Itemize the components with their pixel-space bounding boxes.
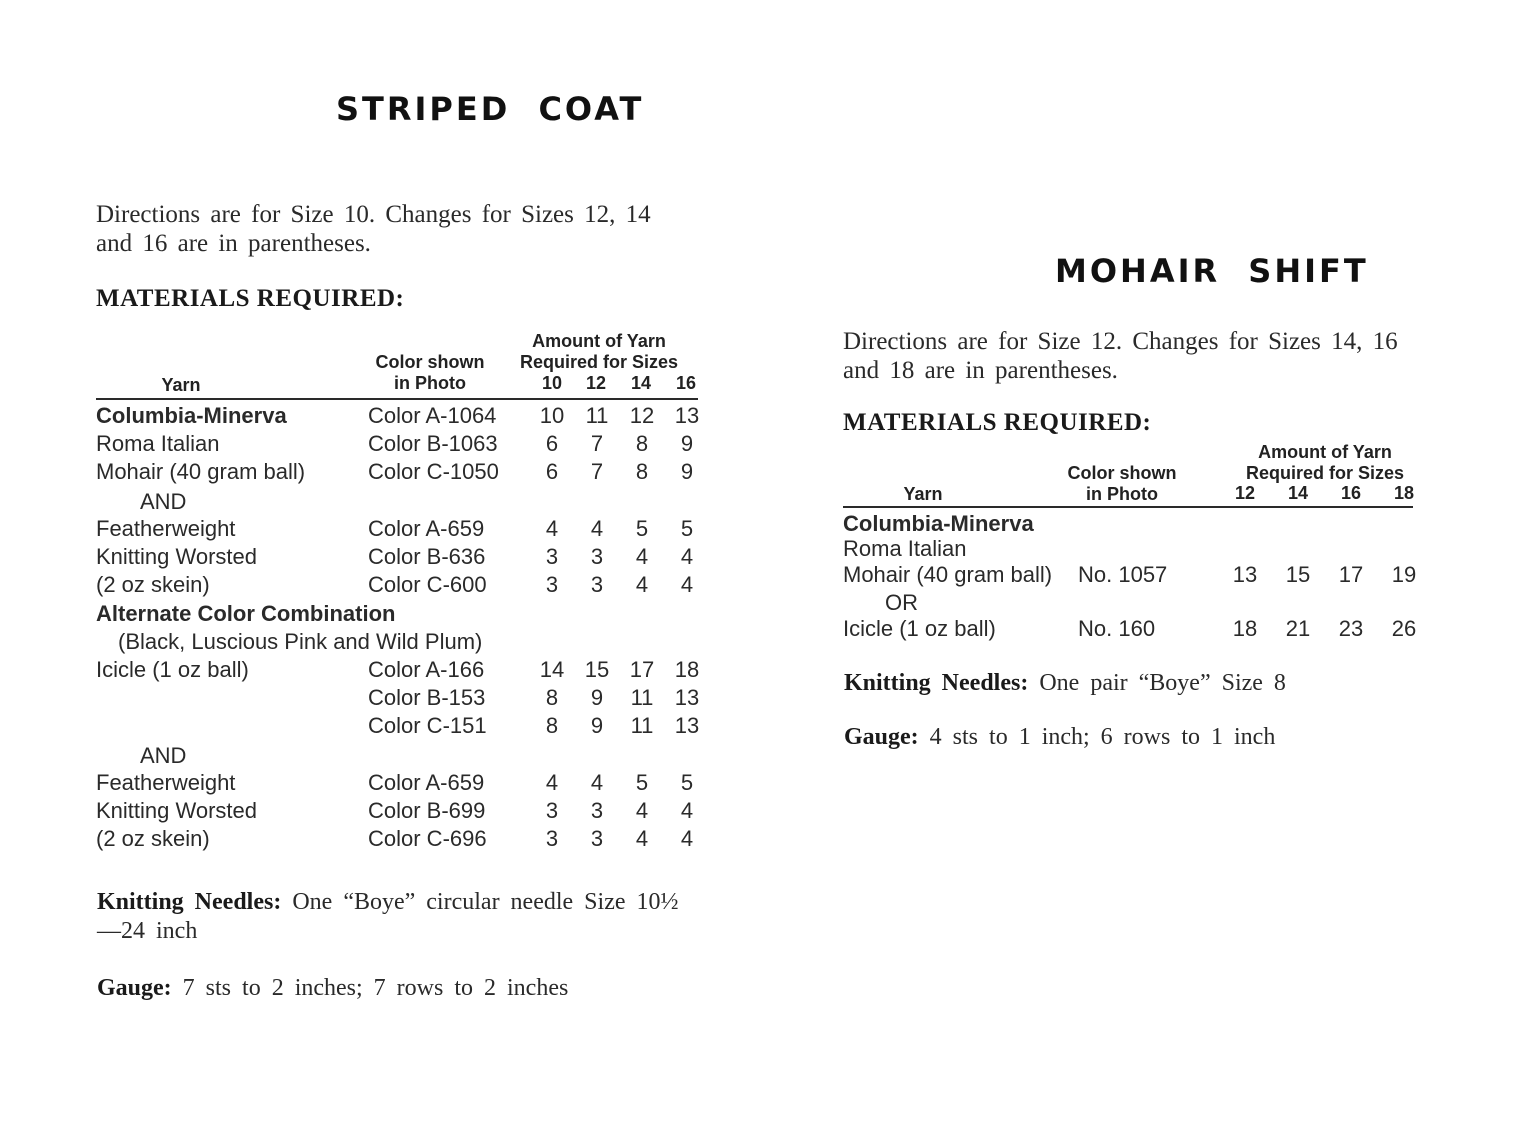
amount-header-line1: Amount of Yarn [532,331,666,351]
amount-cell: 26 [1391,616,1417,641]
gauge [844,723,1444,752]
amount-cell: 4 [680,798,694,823]
amount-cell: 18 [1232,616,1258,641]
yarn-cell: Mohair (40 gram ball) [96,459,306,484]
amount-cell: 4 [545,516,559,541]
yarn-cell: Mohair (40 gram ball) [843,562,1053,587]
yarn-cell: Knitting Worsted [96,544,258,569]
amount-cell: 11 [630,713,654,738]
amount-cell: 3 [590,544,604,569]
amount-cell: 13 [674,713,700,738]
gauge [97,974,697,1003]
amount-cell: 3 [590,572,604,597]
amount-cell: 6 [545,459,559,484]
amount-cell: 3 [545,798,559,823]
amount-cell: 6 [545,431,559,456]
amount-cell: 8 [545,685,559,710]
yarn-cell: AND [140,743,187,768]
amount-cell: 4 [680,826,694,851]
color-cell: Color C-1050 [368,459,499,484]
amount-header-line1: Amount of Yarn [1258,442,1392,462]
yarn-cell: (Black, Luscious Pink and Wild Plum) [118,629,483,654]
color-cell: Color B-1063 [368,431,498,456]
yarn-cell: (2 oz skein) [96,826,210,851]
amount-cell: 14 [539,657,565,682]
size-header: 16 [1340,483,1362,503]
size-header: 16 [675,373,697,393]
yarn-cell: Icicle (1 oz ball) [843,616,996,641]
materials-heading: MATERIALS REQUIRED: [96,285,405,312]
knitting-needles [97,888,697,946]
amount-cell: 5 [680,770,694,795]
amount-cell: 4 [635,544,649,569]
amount-cell: 13 [674,685,700,710]
yarn-cell: Featherweight [96,770,236,795]
needles-text: One “Boye” circular needle Size 10½—24 inch [97,889,679,944]
color-cell: Color B-636 [368,544,486,569]
size-header: 14 [1287,483,1309,503]
yarn-cell: OR [885,590,918,615]
page-title: MOHAIR SHIFT [1055,252,1369,290]
amount-cell: 17 [629,657,655,682]
needles-label: Knitting Needles: [844,670,1029,696]
amount-cell: 4 [680,544,694,569]
amount-column-header [516,331,682,373]
size-header: 18 [1393,483,1415,503]
amount-cell: 5 [635,770,649,795]
yarn-cell: Alternate Color Combination [96,601,396,626]
color-header-line1: Color shown [375,352,485,372]
color-cell: Color A-1064 [368,403,497,428]
amount-cell: 9 [590,713,604,738]
gauge-text: 4 sts to 1 inch; 6 rows to 1 inch [929,724,1276,750]
knitting-needles [844,669,1444,698]
yarn-cell: Columbia-Minerva [96,403,287,428]
color-cell: Color A-166 [368,657,485,682]
size-header: 10 [541,373,563,393]
materials-heading: MATERIALS REQUIRED: [843,409,1152,436]
amount-header-line2: Required for Sizes [1245,463,1405,483]
color-cell: Color A-659 [368,516,485,541]
amount-cell: 4 [680,572,694,597]
amount-cell: 3 [590,798,604,823]
amount-cell: 4 [635,572,649,597]
yarn-cell: (2 oz skein) [96,572,210,597]
amount-cell: 18 [674,657,700,682]
amount-cell: 4 [635,798,649,823]
color-cell: Color B-699 [368,798,486,823]
amount-cell: 8 [635,431,649,456]
amount-cell: 4 [590,516,604,541]
amount-cell: 15 [584,657,610,682]
amount-column-header [1240,442,1410,484]
amount-cell: 4 [545,770,559,795]
gauge-text: 7 sts to 2 inches; 7 rows to 2 inches [182,975,569,1001]
amount-cell: 5 [635,516,649,541]
size-header: 14 [630,373,652,393]
amount-cell: 9 [680,431,694,456]
amount-cell: 3 [545,826,559,851]
amount-cell: 13 [674,403,700,428]
color-cell: Color C-600 [368,572,487,597]
amount-cell: 11 [630,685,654,710]
amount-cell: 3 [590,826,604,851]
color-cell: Color C-696 [368,826,487,851]
amount-cell: 4 [590,770,604,795]
amount-cell: 12 [629,403,655,428]
yarn-cell: Roma Italian [843,536,967,561]
color-cell: Color A-659 [368,770,485,795]
amount-cell: 5 [680,516,694,541]
yarn-cell: AND [140,489,187,514]
amount-cell: 21 [1285,616,1311,641]
amount-cell: 19 [1391,562,1417,587]
amount-cell: 7 [590,459,604,484]
color-cell: Color C-151 [368,713,487,738]
amount-cell: 10 [539,403,565,428]
amount-cell: 11 [585,403,609,428]
directions-intro: Directions are for Size 10. Changes for Sizes 12, 14 and 16 are in parentheses. [96,201,651,257]
mohair-shift-panel [768,0,1536,1140]
needles-text: One pair “Boye” Size 8 [1039,670,1286,696]
color-cell: No. 1057 [1078,562,1168,587]
color-column-header [362,352,498,394]
amount-cell: 23 [1338,616,1364,641]
page-title: STRIPED COAT [336,90,645,128]
yarn-cell: Knitting Worsted [96,798,258,823]
amount-cell: 4 [635,826,649,851]
needles-label: Knitting Needles: [97,889,282,915]
directions-intro: Directions are for Size 12. Changes for Sizes 14, 16 and 18 are in parentheses. [843,328,1398,384]
header-rule [843,506,1413,508]
size-header: 12 [1234,483,1256,503]
amount-header-line2: Required for Sizes [519,352,679,372]
color-header-line1: Color shown [1067,463,1177,483]
color-cell: Color B-153 [368,685,486,710]
amount-cell: 8 [635,459,649,484]
amount-cell: 3 [545,572,559,597]
amount-cell: 17 [1338,562,1364,587]
color-column-header [1054,463,1190,505]
yarn-cell: Featherweight [96,516,236,541]
amount-cell: 3 [545,544,559,569]
color-cell: No. 160 [1078,616,1156,641]
amount-cell: 9 [680,459,694,484]
yarn-cell: Icicle (1 oz ball) [96,657,249,682]
gauge-label: Gauge: [97,975,172,1001]
amount-cell: 7 [590,431,604,456]
amount-cell: 8 [545,713,559,738]
yarn-column-header: Yarn [903,484,943,504]
amount-cell: 13 [1232,562,1258,587]
color-header-line2: in Photo [394,373,466,393]
yarn-cell: Columbia-Minerva [843,511,1034,536]
amount-cell: 15 [1285,562,1311,587]
size-header: 12 [585,373,607,393]
header-rule [96,398,698,400]
color-header-line2: in Photo [1086,484,1158,504]
gauge-label: Gauge: [844,724,919,750]
yarn-cell: Roma Italian [96,431,220,456]
amount-cell: 9 [590,685,604,710]
yarn-column-header: Yarn [161,375,201,395]
